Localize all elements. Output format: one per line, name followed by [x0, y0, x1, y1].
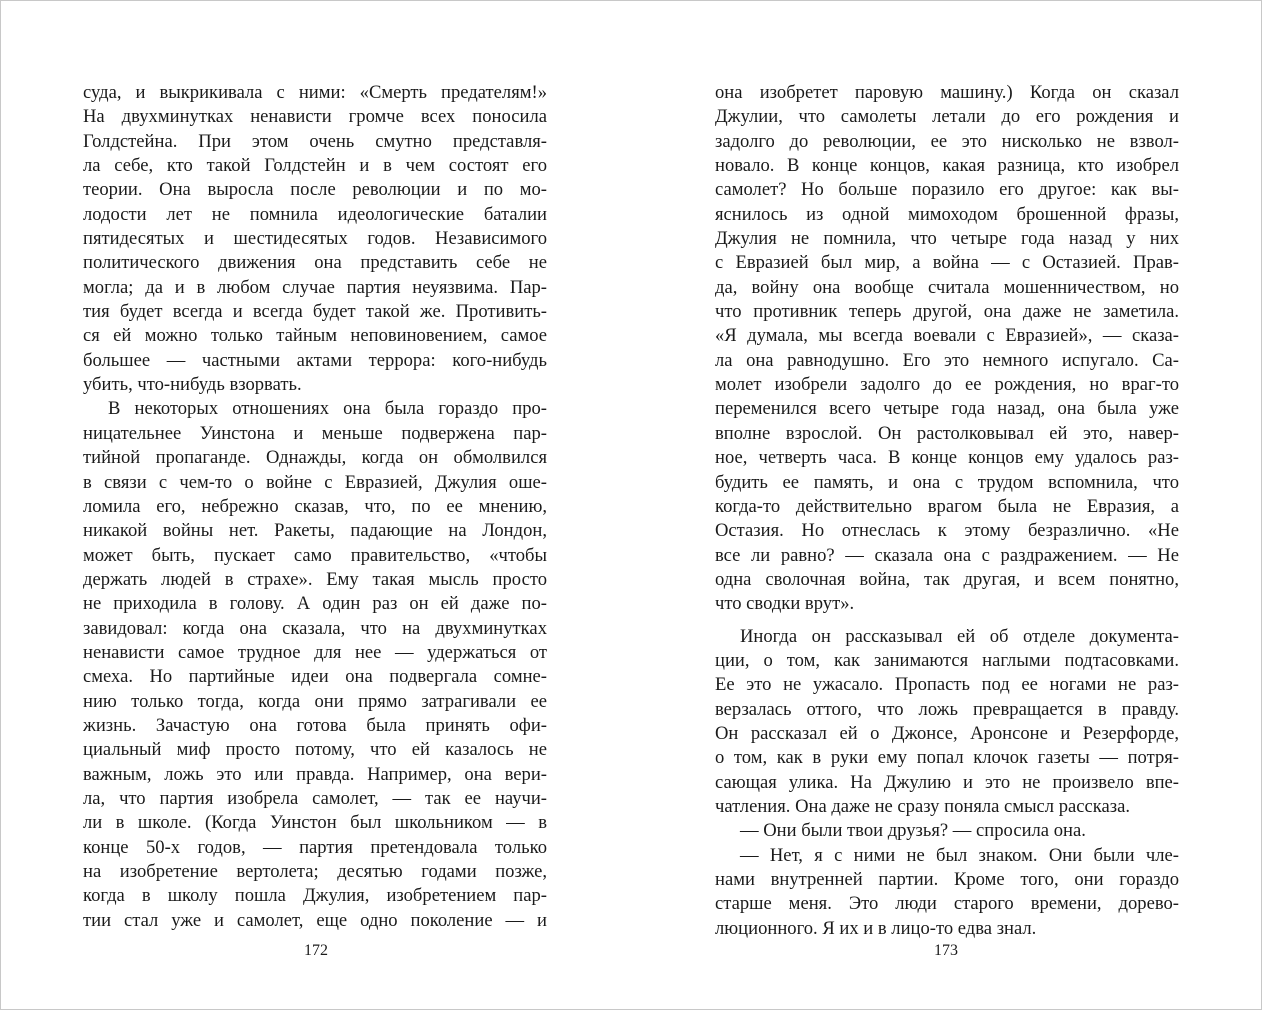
text-line: большее — частными актами террора: кого-нибудь	[83, 349, 547, 371]
text-line: ла она равнодушно. Его это немного испугало. Са-	[715, 349, 1179, 371]
text-line: одна сволочная война, так другая, и всем понятно,	[715, 568, 1179, 590]
text-line: молет изобрели задолго до ее рождения, но враг-то	[715, 374, 1179, 396]
text-line: конце 50-х годов, — партия претендовала только	[83, 836, 547, 858]
text-line: нию только тогда, когда они прямо затрагивали ее	[83, 690, 547, 712]
text-line: ное, четверть часа. В конце концов ему удалось раз-	[715, 447, 1179, 469]
text-line: о том, как в руки ему попал клочок газеты — потря-	[715, 747, 1179, 769]
page-number: 173	[934, 942, 958, 959]
text-line: важным, ложь это или правда. Например, она вери-	[83, 763, 547, 785]
text-line: Ее это не ужасало. Пропасть под ее ногами не раз-	[715, 674, 1179, 696]
text-line: ла, что партия изобрела самолет, — так ее научи-	[83, 787, 547, 809]
text-line: — Они были твои друзья? — спросила она.	[740, 820, 1086, 842]
text-line: тии стал уже и самолет, еще одно поколение — и	[83, 909, 547, 931]
text-line: Он рассказал ей о Джонсе, Аронсоне и Резерфорде,	[715, 722, 1179, 744]
text-line: Голдстейна. При этом очень смутно представля-	[83, 130, 547, 152]
page-number: 172	[304, 942, 328, 959]
text-line: держать людей в страхе». Ему такая мысль просто	[83, 568, 547, 590]
text-line: ли в школе. (Когда Уинстон был школьником — в	[83, 812, 547, 834]
text-line: тия будет всегда и всегда будет такой же. Противить-	[83, 301, 547, 323]
text-line: могла; да и в любом случае партия неуязвима. Пар-	[83, 276, 547, 298]
text-line: суда, и выкрикивала с ними: «Смерть предателям!»	[83, 82, 547, 103]
text-line: будить ее память, и она с трудом вспомнила, что	[715, 471, 1179, 493]
text-line: что противник теперь другой, она даже не заметила.	[715, 301, 1179, 323]
right-page	[631, 1, 1261, 1009]
text-line: тийной пропаганде. Однажды, когда он обмолвился	[83, 447, 547, 469]
text-line: нами внутренней партии. Кроме того, они гораздо	[715, 869, 1179, 890]
page-body-text	[715, 81, 1179, 941]
text-line: она изобретет паровую машину.) Когда он сказал	[715, 82, 1179, 103]
text-line: вполне взрослой. Он растолковывал ей это, навер-	[715, 422, 1179, 444]
text-line: смеха. Но партийные идеи она подвергала сомне-	[83, 666, 547, 688]
text-line: чатления. Она даже не сразу поняла смысл рассказа.	[715, 795, 1131, 817]
text-line: пятидесятых и шестидесятых годов. Независимого	[83, 228, 547, 250]
text-line: в связи с чем-то о войне с Евразией, Джулия оше-	[83, 471, 547, 493]
text-line: ла себе, кто такой Голдстейн и в чем состоят его	[83, 155, 547, 177]
text-line: — Нет, я с ними не был знаком. Они были чле-	[740, 844, 1179, 866]
text-line: ся ей можно только тайным неповиновением, самое	[83, 325, 547, 347]
text-line: самолет? Но больше поразило его другое: как вы-	[715, 179, 1179, 201]
text-line: переменился всего четыре года назад, она была уже	[715, 398, 1179, 420]
text-line: ненависти самое трудное для нее — удержаться от	[83, 641, 547, 663]
left-page	[1, 1, 631, 1009]
text-line: задолго до революции, ее это нисколько не взвол-	[715, 130, 1179, 152]
text-line: В некоторых отношениях она была гораздо про-	[108, 398, 547, 420]
text-line: люционного. Я их и в лицо-то едва знал.	[715, 917, 1037, 939]
text-line: убить, что-нибудь взорвать.	[83, 374, 302, 396]
text-line: жизнь. Зачастую она готова была принять офи-	[83, 714, 547, 736]
text-line: На двухминутках ненависти громче всех поносила	[83, 106, 547, 128]
text-line: теории. Она выросла после революции и по мо-	[83, 179, 547, 201]
text-line: никакой войны нет. Ракеты, падающие на Лондон,	[83, 520, 547, 542]
text-line: политического движения она представить себе не	[83, 252, 547, 274]
text-line: ции, о том, как занимаются наглыми подтасовками.	[715, 649, 1179, 671]
text-line: верзалась оттого, что ложь превращается в правду.	[715, 698, 1179, 720]
text-line: когда-то действительно врагом была не Евразия, а	[715, 495, 1179, 517]
text-line: все ли равно? — сказала она с раздражением. — Не	[715, 544, 1179, 566]
text-line: что сводки врут».	[715, 593, 855, 615]
text-line: на изобретение вертолета; десятью годами позже,	[83, 861, 547, 882]
text-line: Остазия. Но отнеслась к этому безразлично. «Не	[715, 520, 1179, 542]
text-line: завидовал: когда она сказала, что на двухминутках	[83, 617, 547, 639]
text-line: Джулии, что самолеты летали до его рождения и	[715, 106, 1179, 128]
text-line: когда в школу пошла Джулия, изобретением пар-	[83, 885, 547, 907]
text-line: ницательнее Уинстона и меньше подвержена пар-	[83, 422, 547, 444]
text-line: Иногда он рассказывал ей об отделе документа-	[740, 625, 1179, 647]
text-line: яснилось из одной мимоходом брошенной фразы,	[715, 203, 1179, 225]
text-line: ломила его, небрежно сказав, что, по ее мнению,	[83, 495, 547, 517]
text-line: да, войну она вообще считала мошенничеством, но	[715, 276, 1179, 298]
text-line: с Евразией был мир, а война — с Остазией. Прав-	[715, 252, 1179, 274]
page-body-text	[83, 81, 547, 933]
text-line: Джулия не помнила, что четыре года назад у них	[715, 228, 1179, 250]
text-line: сающая улика. На Джулию и это не произвело впе-	[715, 771, 1179, 793]
text-line: может быть, пускает само правительство, «чтобы	[83, 544, 547, 566]
text-line: старше меня. Это люди старого времени, дорево-	[715, 893, 1179, 915]
text-line: циальный миф просто потому, что ей казалось не	[83, 739, 547, 761]
text-line: новало. В конце концов, какая разница, кто изобрел	[715, 155, 1179, 177]
text-line: «Я думала, мы всегда воевали с Евразией», — сказа-	[715, 325, 1179, 347]
text-line: не приходила в голову. А один раз он ей даже по-	[83, 593, 547, 615]
text-line: лодости лет не помнила идеологические баталии	[83, 203, 547, 225]
